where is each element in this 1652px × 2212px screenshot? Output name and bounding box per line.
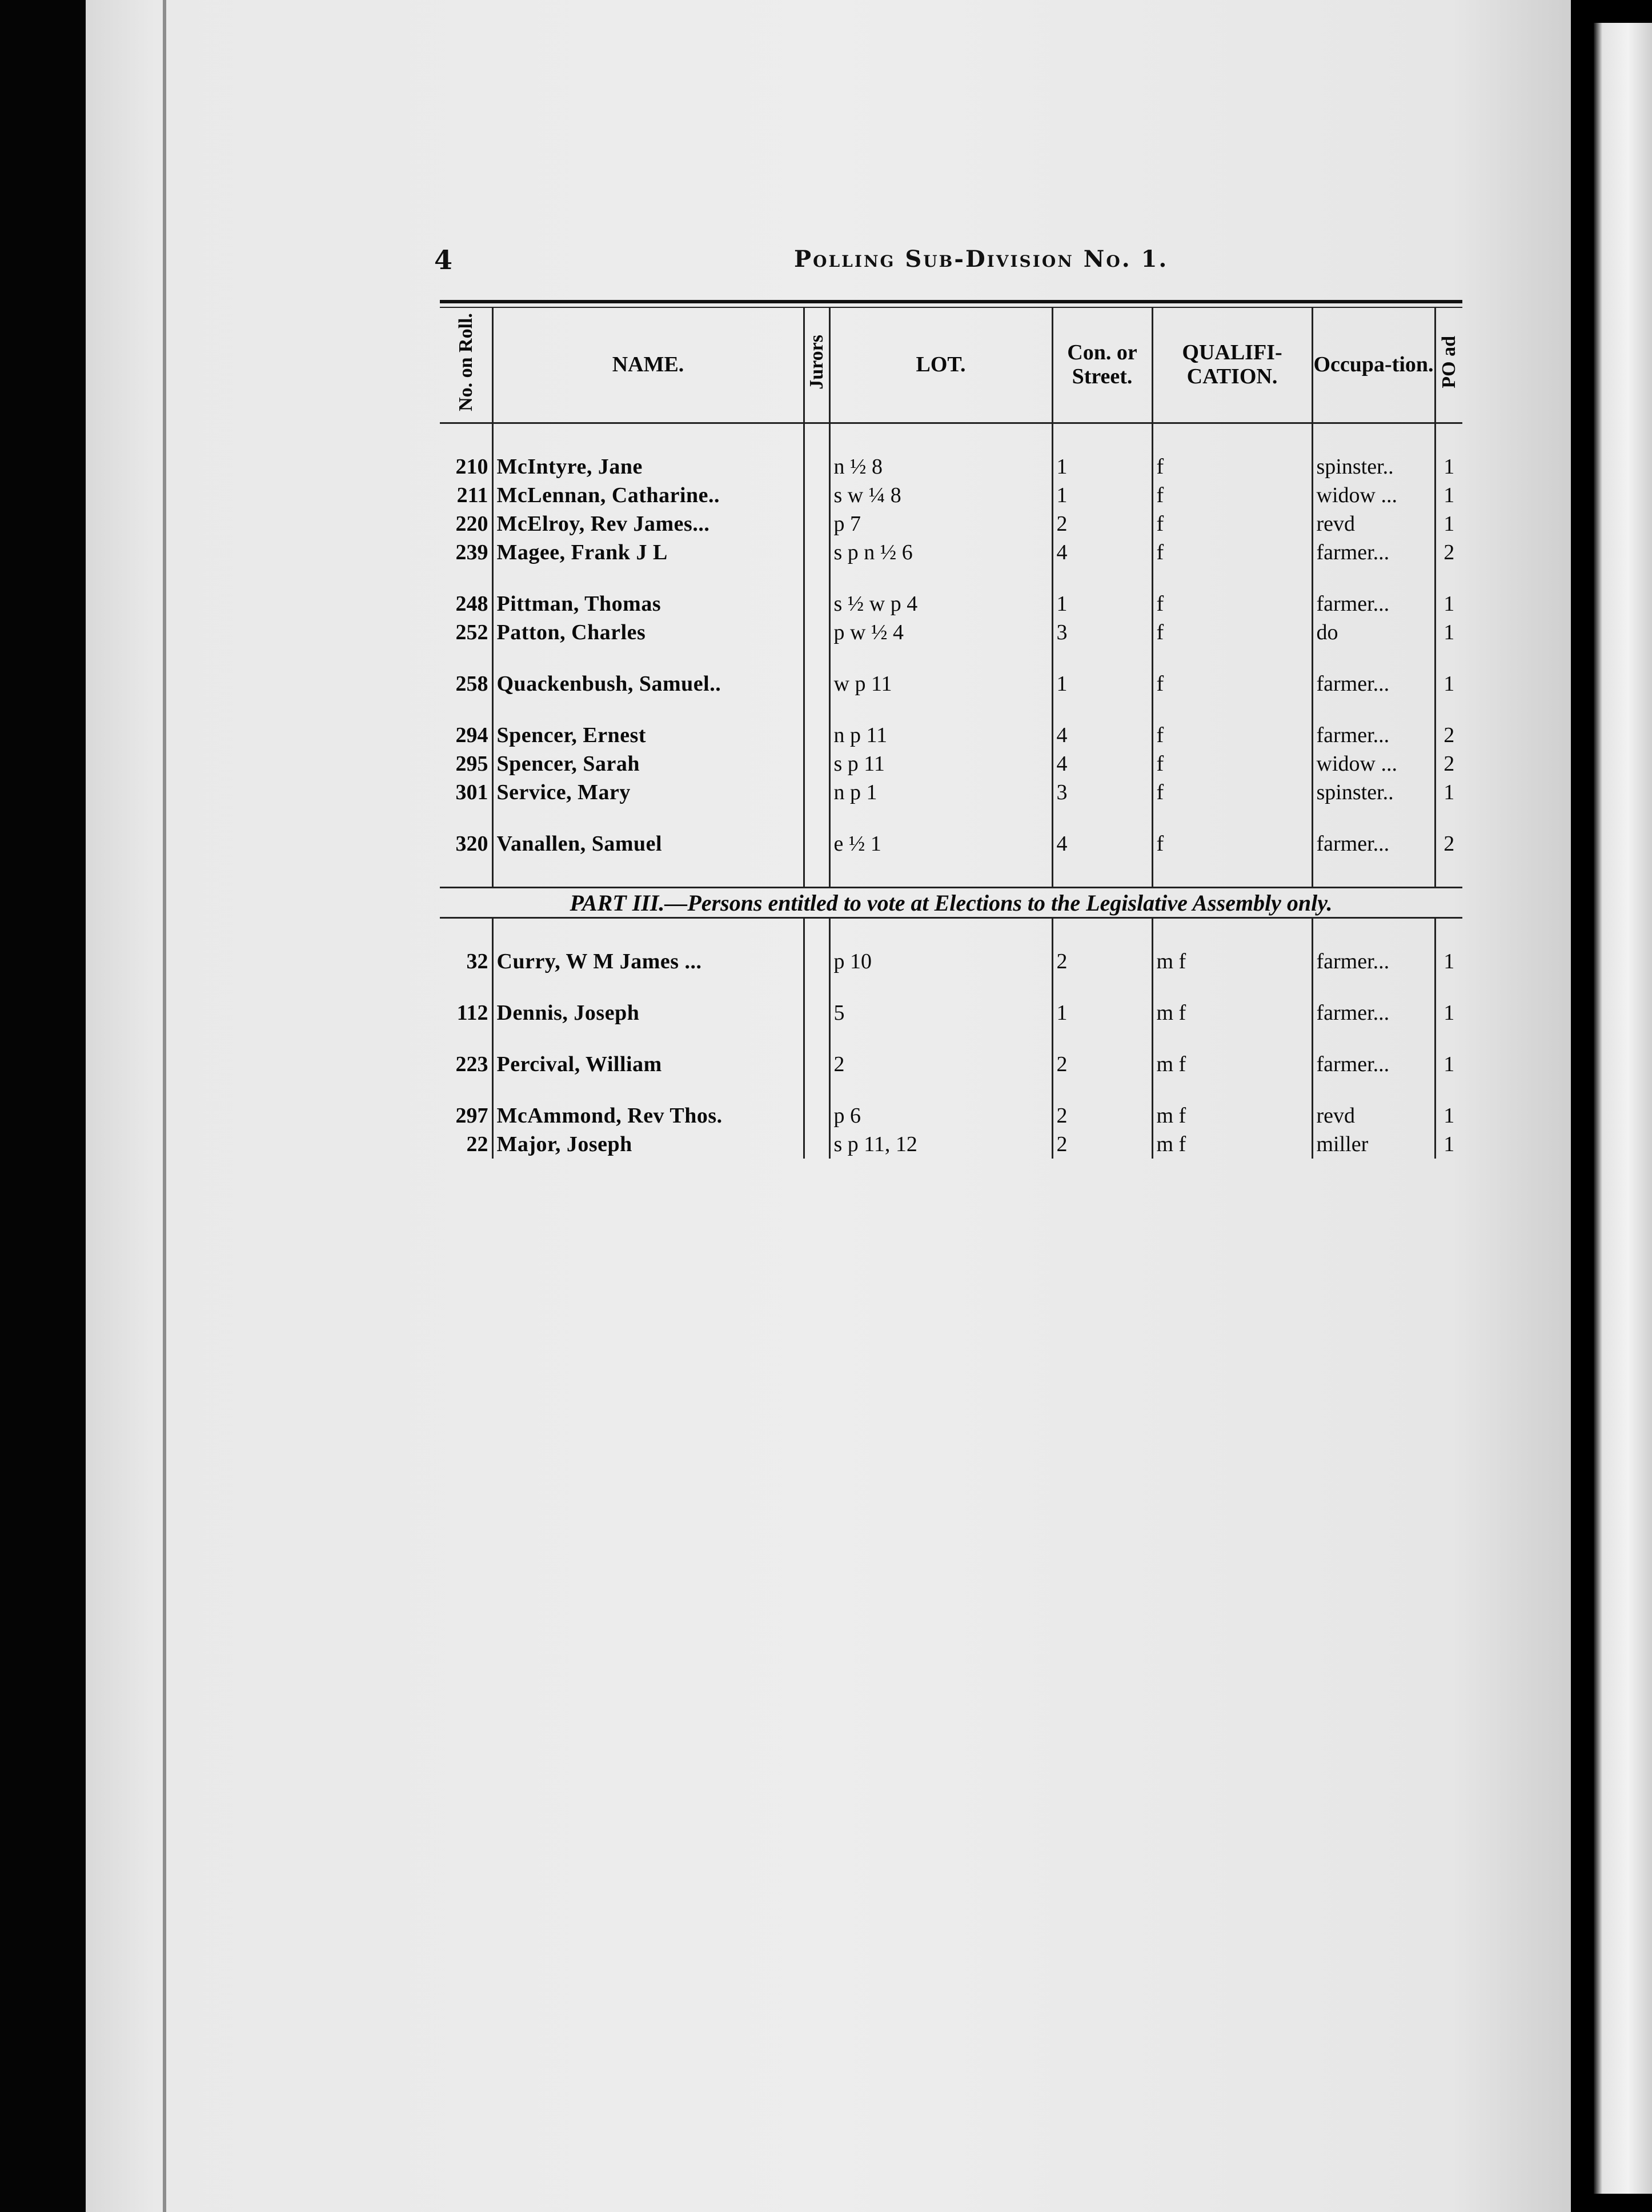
concession: 2: [1052, 510, 1152, 538]
qualification: f: [1152, 481, 1312, 510]
part-2-body: [440, 452, 1462, 858]
lot: s p 11, 12: [829, 1130, 1052, 1159]
jurors-cell: [804, 670, 829, 698]
roll-number: 248: [440, 590, 492, 618]
occupation: farmer...: [1312, 670, 1435, 698]
qualification: m f: [1152, 1101, 1312, 1130]
voter-row: [440, 1101, 1462, 1130]
scan-border-left: [0, 0, 86, 2212]
lot: 2: [829, 1050, 1052, 1079]
roll-number: 258: [440, 670, 492, 698]
qualification: f: [1152, 778, 1312, 807]
voter-name: Pittman, Thomas: [492, 590, 804, 618]
jurors-cell: [804, 778, 829, 807]
roll-number: 239: [440, 538, 492, 567]
voter-name: Vanallen, Samuel: [492, 829, 804, 858]
col-header-lot: LOT.: [829, 308, 1052, 423]
voter-name: Spencer, Ernest: [492, 721, 804, 750]
col-header-qualification: QUALIFI-CATION.: [1152, 308, 1312, 423]
jurors-cell: [804, 721, 829, 750]
occupation: spinster..: [1312, 452, 1435, 481]
occupation: farmer...: [1312, 538, 1435, 567]
post-office: 2: [1444, 723, 1455, 747]
next-page-edge: [1594, 23, 1652, 2194]
concession: 2: [1052, 1101, 1152, 1130]
post-office: 1: [1444, 512, 1455, 536]
post-office: 1: [1444, 780, 1455, 804]
voter-row: [440, 1130, 1462, 1159]
occupation: revd: [1312, 510, 1435, 538]
col-header-no: No. on Roll.: [440, 308, 492, 423]
part-3-heading-row: [440, 888, 1462, 918]
roll-number: 294: [440, 721, 492, 750]
concession: 4: [1052, 721, 1152, 750]
concession: 1: [1052, 670, 1152, 698]
roll-number: 211: [440, 481, 492, 510]
jurors-cell: [804, 481, 829, 510]
jurors-cell: [804, 1101, 829, 1130]
roll-number: 112: [440, 999, 492, 1027]
paper-fold-line: [163, 0, 166, 2212]
concession: 1: [1052, 590, 1152, 618]
concession: 3: [1052, 618, 1152, 647]
qualification: f: [1152, 618, 1312, 647]
occupation: revd: [1312, 1101, 1435, 1130]
voter-name: Spencer, Sarah: [492, 750, 804, 778]
voter-row: [440, 999, 1462, 1027]
voter-row: [440, 947, 1462, 976]
voter-row: [440, 452, 1462, 481]
post-office: 1: [1444, 1132, 1455, 1156]
roll-number: 301: [440, 778, 492, 807]
roll-number: 32: [440, 947, 492, 976]
jurors-cell: [804, 1130, 829, 1159]
lot: n ½ 8: [829, 452, 1052, 481]
occupation: farmer...: [1312, 590, 1435, 618]
qualification: f: [1152, 510, 1312, 538]
voter-name: Dennis, Joseph: [492, 999, 804, 1027]
occupation: farmer...: [1312, 829, 1435, 858]
roll-table: [440, 308, 1462, 1159]
post-office: 2: [1444, 832, 1455, 856]
qualification: f: [1152, 452, 1312, 481]
row-spacer: [440, 698, 1462, 721]
row-spacer: [440, 647, 1462, 670]
qualification: f: [1152, 829, 1312, 858]
voter-row: [440, 590, 1462, 618]
qualification: m f: [1152, 1130, 1312, 1159]
row-spacer: [440, 807, 1462, 829]
voter-row: [440, 618, 1462, 647]
part-3-heading: PART III.—Persons entitled to vote at Elections to the Legislative Assembly only.: [440, 888, 1462, 918]
jurors-cell: [804, 590, 829, 618]
voter-name: McIntyre, Jane: [492, 452, 804, 481]
lot: 5: [829, 999, 1052, 1027]
roll-number: 223: [440, 1050, 492, 1079]
post-office: 1: [1444, 672, 1455, 696]
lot: w p 11: [829, 670, 1052, 698]
voters-list-table: [440, 300, 1462, 1159]
voter-name: Quackenbush, Samuel..: [492, 670, 804, 698]
concession: 1: [1052, 999, 1152, 1027]
lot: p 10: [829, 947, 1052, 976]
qualification: f: [1152, 721, 1312, 750]
voter-name: Patton, Charles: [492, 618, 804, 647]
lot: s w ¼ 8: [829, 481, 1052, 510]
jurors-cell: [804, 538, 829, 567]
qualification: m f: [1152, 947, 1312, 976]
voter-row: [440, 510, 1462, 538]
roll-number: 22: [440, 1130, 492, 1159]
voter-row: [440, 721, 1462, 750]
voter-name: McLennan, Catharine..: [492, 481, 804, 510]
occupation: spinster..: [1312, 778, 1435, 807]
qualification: f: [1152, 670, 1312, 698]
jurors-cell: [804, 1050, 829, 1079]
lot: n p 11: [829, 721, 1052, 750]
post-office: 2: [1444, 540, 1455, 564]
row-spacer: [440, 1079, 1462, 1101]
concession: 1: [1052, 452, 1152, 481]
voter-row: [440, 538, 1462, 567]
post-office: 1: [1444, 620, 1455, 644]
roll-number: 210: [440, 452, 492, 481]
col-header-name: NAME.: [492, 308, 804, 423]
jurors-cell: [804, 510, 829, 538]
col-header-occupation: Occupa-tion.: [1312, 308, 1435, 423]
voter-row: [440, 778, 1462, 807]
voter-row: [440, 670, 1462, 698]
lot: p w ½ 4: [829, 618, 1052, 647]
post-office: 2: [1444, 752, 1455, 776]
occupation: do: [1312, 618, 1435, 647]
concession: 2: [1052, 1130, 1152, 1159]
qualification: m f: [1152, 999, 1312, 1027]
col-header-con: Con. or Street.: [1052, 308, 1152, 423]
voter-row: [440, 1050, 1462, 1079]
occupation: miller: [1312, 1130, 1435, 1159]
lot: p 6: [829, 1101, 1052, 1130]
voter-row: [440, 750, 1462, 778]
lot: s p 11: [829, 750, 1052, 778]
qualification: m f: [1152, 1050, 1312, 1079]
post-office: 1: [1444, 1104, 1455, 1128]
jurors-cell: [804, 947, 829, 976]
column-header-row: [440, 308, 1462, 423]
voter-name: McAmmond, Rev Thos.: [492, 1101, 804, 1130]
voter-row: [440, 481, 1462, 510]
header-rule-row: [440, 423, 1462, 453]
roll-number: 295: [440, 750, 492, 778]
jurors-cell: [804, 452, 829, 481]
lot: s ½ w p 4: [829, 590, 1052, 618]
voter-name: Service, Mary: [492, 778, 804, 807]
voter-name: Percival, William: [492, 1050, 804, 1079]
qualification: f: [1152, 590, 1312, 618]
top-rule: [440, 300, 1462, 303]
post-office: 1: [1444, 455, 1455, 479]
row-spacer: [440, 1027, 1462, 1050]
post-office: 1: [1444, 1001, 1455, 1025]
occupation: farmer...: [1312, 947, 1435, 976]
running-head: Polling Sub-Division No. 1.: [794, 246, 1169, 273]
roll-number: 297: [440, 1101, 492, 1130]
lot: p 7: [829, 510, 1052, 538]
lot: e ½ 1: [829, 829, 1052, 858]
row-spacer: [440, 976, 1462, 999]
lot: n p 1: [829, 778, 1052, 807]
concession: 3: [1052, 778, 1152, 807]
voter-row: [440, 829, 1462, 858]
roll-number: 252: [440, 618, 492, 647]
occupation: farmer...: [1312, 721, 1435, 750]
voter-name: Magee, Frank J L: [492, 538, 804, 567]
post-office: 1: [1444, 483, 1455, 507]
roll-number: 320: [440, 829, 492, 858]
voter-name: Major, Joseph: [492, 1130, 804, 1159]
page-number: 4: [434, 245, 453, 275]
concession: 4: [1052, 829, 1152, 858]
occupation: farmer...: [1312, 999, 1435, 1027]
concession: 4: [1052, 750, 1152, 778]
lot: s p n ½ 6: [829, 538, 1052, 567]
concession: 2: [1052, 1050, 1152, 1079]
roll-number: 220: [440, 510, 492, 538]
jurors-cell: [804, 750, 829, 778]
col-header-jurors: Jurors: [804, 308, 829, 423]
part-3-body: [440, 947, 1462, 1159]
voter-name: McElroy, Rev James...: [492, 510, 804, 538]
row-spacer: [440, 567, 1462, 590]
col-header-po: PO ad: [1438, 336, 1460, 388]
concession: 1: [1052, 481, 1152, 510]
jurors-cell: [804, 618, 829, 647]
occupation: widow ...: [1312, 750, 1435, 778]
concession: 2: [1052, 947, 1152, 976]
post-office: 1: [1444, 949, 1455, 973]
jurors-cell: [804, 829, 829, 858]
jurors-cell: [804, 999, 829, 1027]
post-office: 1: [1444, 1052, 1455, 1076]
part-3-heading-section: [440, 858, 1462, 947]
occupation: farmer...: [1312, 1050, 1435, 1079]
qualification: f: [1152, 750, 1312, 778]
concession: 4: [1052, 538, 1152, 567]
occupation: widow ...: [1312, 481, 1435, 510]
voter-name: Curry, W M James ...: [492, 947, 804, 976]
qualification: f: [1152, 538, 1312, 567]
post-office: 1: [1444, 592, 1455, 616]
